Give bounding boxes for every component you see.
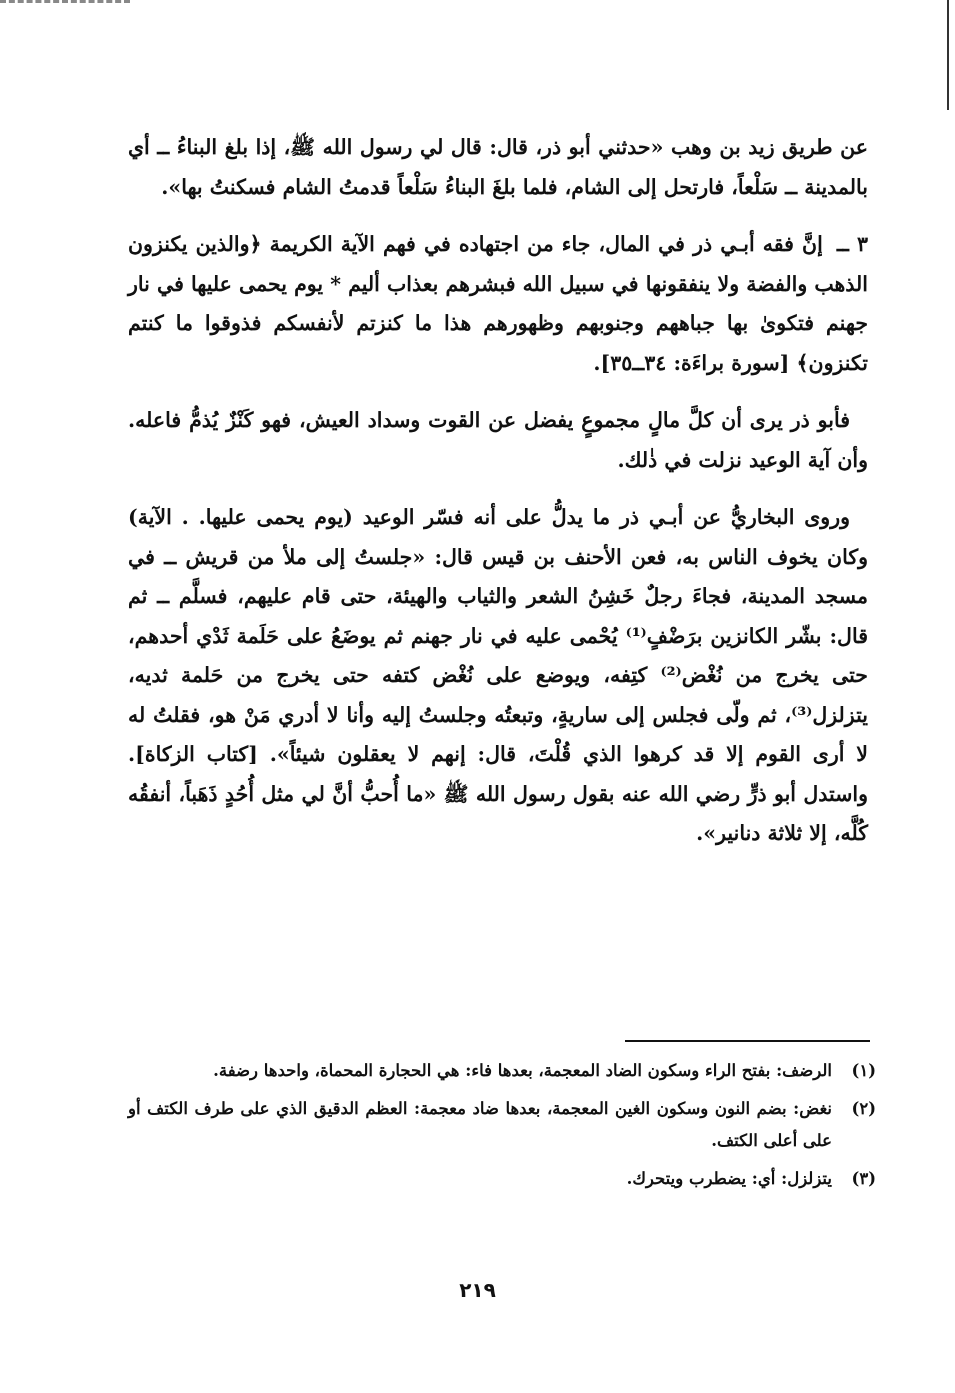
paragraph-3-text: فأبو ذر يرى أن كلَّ مالٍ مجموعٍ يفضل عن القوت وسداد العيش، فهو كَنْزٌ يُذمُّ فاعله. وأن آية الوعيد نزلت في ذٰلك. <box>128 408 868 472</box>
footnote-3-number: (٣) <box>851 1169 876 1188</box>
paragraph-1-text: عن طريق زيد بن وهب «حدثني أبو ذر، قال: قال لي رسول الله ﷺ، إذا بلغ البناءُ ــ أي بالمدينة ــ سَلْعاً، فارتحل إلى الشام، فلما بلغَ البناءُ سَلْعاً قدمتُ الشام فسكنتُ بها». <box>128 135 868 199</box>
footnotes <box>128 1055 876 1201</box>
scan-edge-right <box>947 0 949 110</box>
paragraph-2-number: ٣ ــ <box>836 232 868 256</box>
footnote-2-number: (٢) <box>851 1099 876 1118</box>
page-number: ٢١٩ <box>459 1278 496 1302</box>
scan-edge-top <box>0 0 130 3</box>
paragraph-4-text: وروى البخاريُّ عن أبـي ذر ما يدلُّ على أنه فسّر الوعيد (يوم يحمى عليها. . الآية) وكان يخوف الناس به، فعن الأحنف بن قيس قال: «جلستُ إلى ملأ من قريش ــ في مسجد المدينة، فجاءَ رجلٌ خَشِنُ الشعر والثياب والهيئة، حتى قام عليهم، فسلَّم ــ ثم قال: بشّر الكانزين برَضْفٍ⁽¹⁾ يُحْمى عليه في نار جهنم ثم يوضَعُ على حَلَمة ثَدْي أحدهم، حتى يخرج من نُغْض⁽²⁾ كتِفه، ويوضع على نُغْض كتفه حتى يخرج من حَلمة ثديه، يتزلزل⁽³⁾، ثم ولّى فجلس إلى ساريةٍ، وتبعتُه وجلستُ إليه وأنا لا أدري مَنْ هو، فقلتُ له لا أرى القوم إلا قد كرهوا الذي قُلْتَ، قال: إنهم لا يعقلون شيئاً». [كتاب الزكاة]. واستدل أبو ذرٍّ رضي الله عنه بقول رسول الله ﷺ «ما أُحبُّ أنَّ لي مثل أُحُدٍ ذَهَباً، أنفقُه كُلَّه، إلا ثلاثة دنانير». <box>128 505 868 845</box>
footnote-3-text: يتزلزل: أي: يضطرب ويتحرك. <box>626 1169 832 1188</box>
footnote-2 <box>128 1093 876 1157</box>
paragraph-3 <box>128 401 868 480</box>
paragraph-1 <box>128 128 868 207</box>
footnote-1-number: (١) <box>851 1061 876 1080</box>
paragraph-4 <box>128 498 868 854</box>
footnote-1-text: الرضف: بفتح الراء وسكون الضاد المعجمة، بعدها فاء: هي الحجارة المحماة، واحدها رضفة. <box>213 1061 832 1080</box>
footnote-2-text: نغض: بضم النون وسكون الغين المعجمة، بعدها ضاد معجمة: العظم الدقيق الذي على طرف الكتف أو على أعلى الكتف. <box>128 1099 832 1150</box>
main-text <box>128 128 868 872</box>
footnote-1 <box>128 1055 876 1087</box>
footnote-separator <box>625 1040 870 1042</box>
paragraph-2-text: إنَّ فقه أبـي ذر في المال، جاء من اجتهاده في فهم الآية الكريمة ﴿والذين يكنزون الذهب والفضة ولا ينفقونها في سبيل الله فبشرهم بعذاب أليم * يوم يحمى عليها في نار جهنم فتكوىٰ بها جباههم وجنوبهم وظهورهم هذا ما كنزتم لأنفسكم فذوقوا ما كنتم تكنزون﴾ [سورة براءَة: ٣٤ــ٣٥]. <box>128 232 868 375</box>
paragraph-2 <box>128 225 868 383</box>
footnote-3 <box>128 1163 876 1195</box>
